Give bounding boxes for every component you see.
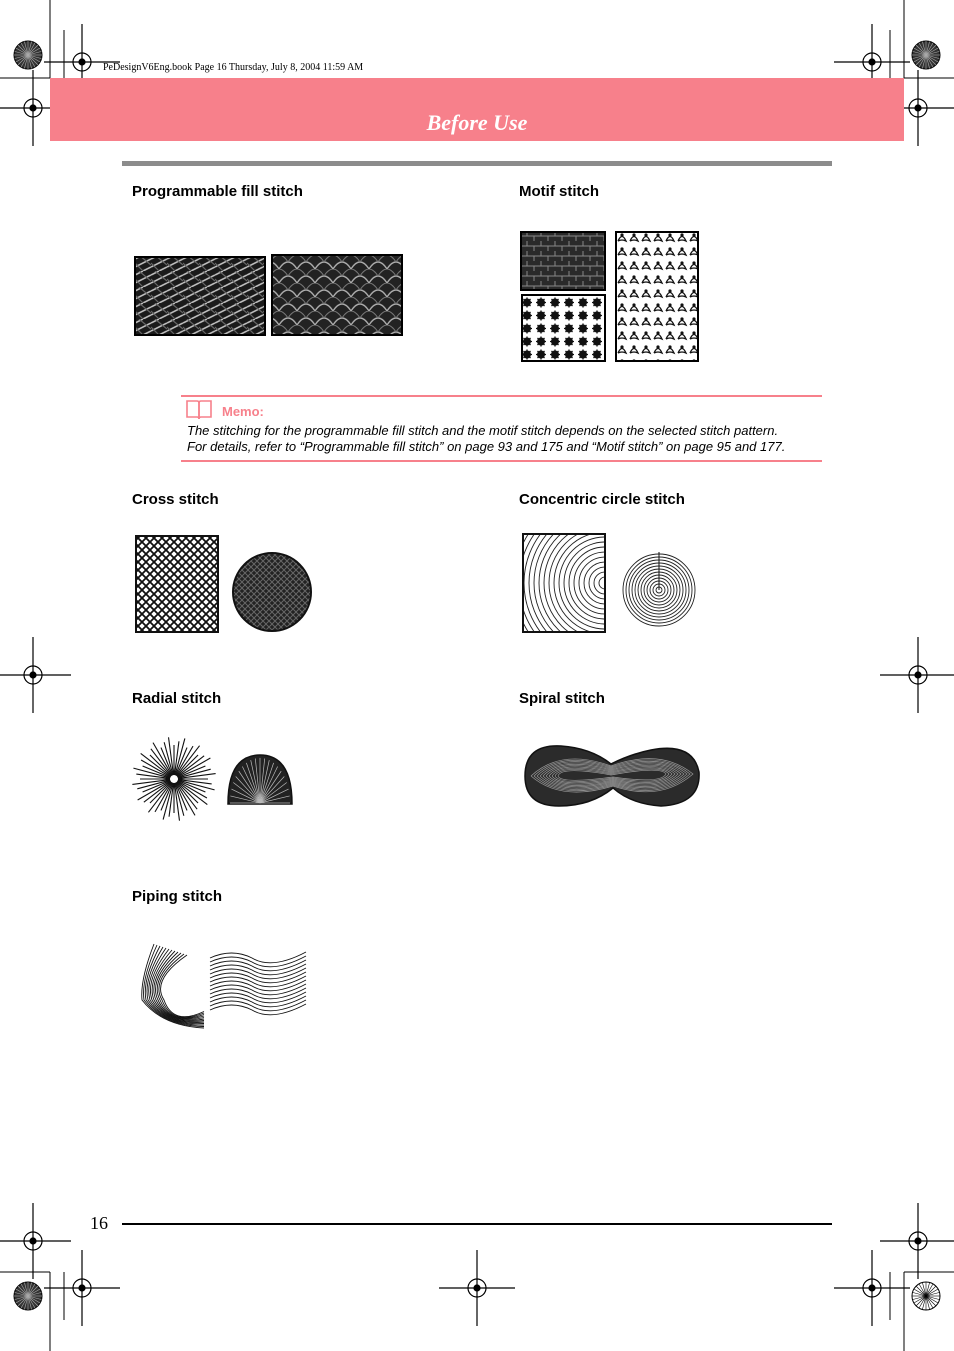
concentric-circle-label: Concentric circle stitch — [519, 491, 685, 508]
programmable-fill-sample-image — [135, 255, 405, 337]
memo-title: Memo: — [222, 404, 264, 419]
memo-text-line-1: The stitching for the programmable fill stitch and the motif stitch depends on the selected stitch pattern. — [187, 423, 779, 438]
motif-label: Motif stitch — [519, 183, 599, 200]
memo-text-line-2: For details, refer to “Programmable fill stitch” on page 93 and 175 and “Motif stitch” on page 95 and 177. — [187, 439, 786, 454]
radial-stitch-sample-image — [132, 737, 302, 823]
memo-bottom-rule — [181, 460, 822, 462]
print-info-line: PeDesignV6Eng.book Page 16 Thursday, July 8, 2004 11:59 AM — [103, 62, 364, 73]
piping-stitch-label: Piping stitch — [132, 888, 222, 905]
book-icon — [185, 399, 213, 421]
spiral-stitch-sample-image — [521, 742, 703, 810]
programmable-fill-label: Programmable fill stitch — [132, 183, 303, 200]
top-rule — [122, 161, 832, 166]
cross-stitch-sample-image — [134, 534, 316, 636]
spiral-stitch-label: Spiral stitch — [519, 690, 605, 707]
memo-top-rule — [181, 395, 822, 397]
motif-sample-image — [520, 231, 702, 363]
page-number: 16 — [90, 1213, 108, 1233]
bottom-rule — [122, 1223, 832, 1225]
cross-stitch-label: Cross stitch — [132, 491, 219, 508]
page-header-title: Before Use — [426, 110, 528, 135]
radial-stitch-label: Radial stitch — [132, 690, 222, 707]
concentric-circle-sample-image — [521, 532, 703, 636]
piping-stitch-sample-image — [132, 940, 310, 1034]
